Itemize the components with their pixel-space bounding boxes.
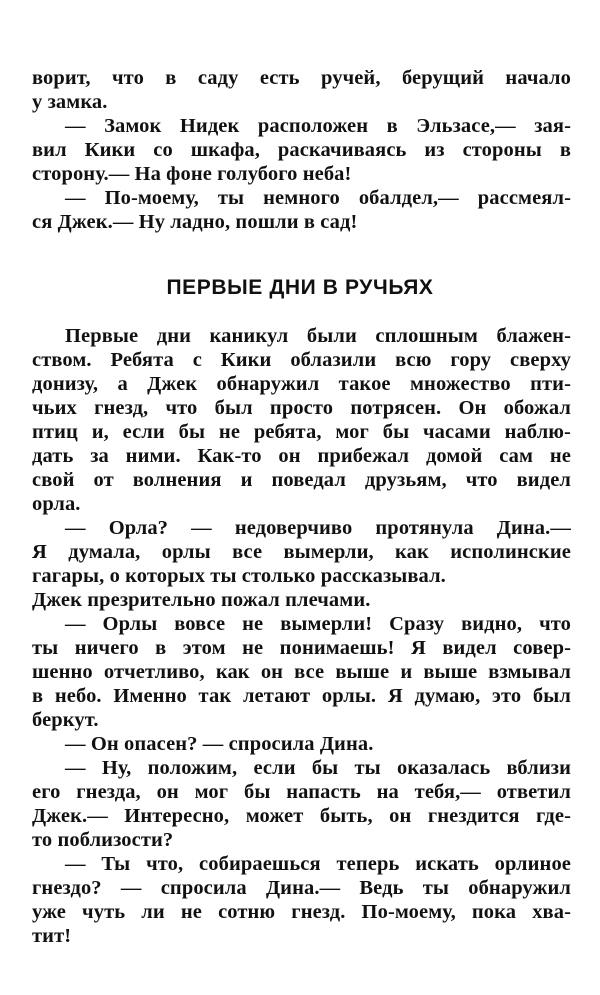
text-line: — Он опасен? — спросила Дина.	[65, 733, 374, 755]
text-line: шенно отчетливо, как он все выше и выше взмывал	[32, 661, 571, 683]
text-line: Джек.— Интересно, может быть, он гнездится где-	[32, 805, 571, 827]
text-line: ся Джек.— Ну ладно, пошли в сад!	[32, 211, 358, 233]
text-line: уже чуть ли не сотню гнезд. По-моему, пока хва-	[32, 901, 571, 923]
chapter-title: ПЕРВЫЕ ДНИ В РУЧЬЯХ	[166, 276, 434, 299]
text-line: донизу, а Джек обнаружил такое множество пти-	[32, 373, 571, 395]
text-line: ты ничего в этом не понимаешь! Я видел совер-	[32, 637, 571, 659]
text-line: гнездо? — спросила Дина.— Ведь ты обнаружил	[32, 877, 571, 899]
text-line: вил Кики со шкафа, раскачиваясь из стороны в	[32, 139, 571, 161]
text-line: беркут.	[32, 709, 99, 731]
text-line: орла.	[32, 493, 81, 515]
text-line: Первые дни каникул были сплошным блажен-	[65, 325, 571, 347]
text-line: — Ну, положим, если бы ты оказалась вблизи	[65, 757, 571, 779]
text-line: чьих гнезд, что был просто потрясен. Он обожал	[32, 397, 571, 419]
text-line: тит!	[32, 925, 72, 947]
text-line: в небо. Именно так летают орлы. Я думаю, это был	[32, 685, 571, 707]
text-line: то поблизости?	[32, 829, 174, 851]
text-line: — Ты что, собираешься теперь искать орлиное	[65, 853, 571, 875]
text-line: птиц и, если бы не ребята, мог бы часами наблю-	[32, 421, 571, 443]
text-line: у замка.	[32, 91, 108, 113]
text-line: — Орла? — недоверчиво протянула Дина.—	[65, 517, 571, 539]
text-line: сторону.— На фоне голубого неба!	[32, 163, 352, 185]
text-line: ством. Ребята с Кики облазили всю гору сверху	[32, 349, 571, 371]
text-line: его гнезда, он мог бы напасть на тебя,— ответил	[32, 781, 571, 803]
text-line: Я думала, орлы все вымерли, как исполинские	[32, 541, 571, 563]
text-line: — Замок Нидек расположен в Эльзасе,— зая-	[65, 115, 571, 137]
text-line: гагары, о которых ты столько рассказывал.	[32, 565, 446, 587]
text-line: — По-моему, ты немного обалдел,— рассмеял-	[65, 187, 571, 209]
text-line: ворит, что в саду есть ручей, берущий начало	[32, 67, 571, 89]
text-line: Джек презрительно пожал плечами.	[32, 589, 371, 611]
text-line: дать за ними. Как-то он прибежал домой сам не	[32, 445, 571, 467]
text-line: — Орлы вовсе не вымерли! Сразу видно, что	[65, 613, 571, 635]
text-line: свой от волнения и поведал друзьям, что видел	[32, 469, 571, 491]
